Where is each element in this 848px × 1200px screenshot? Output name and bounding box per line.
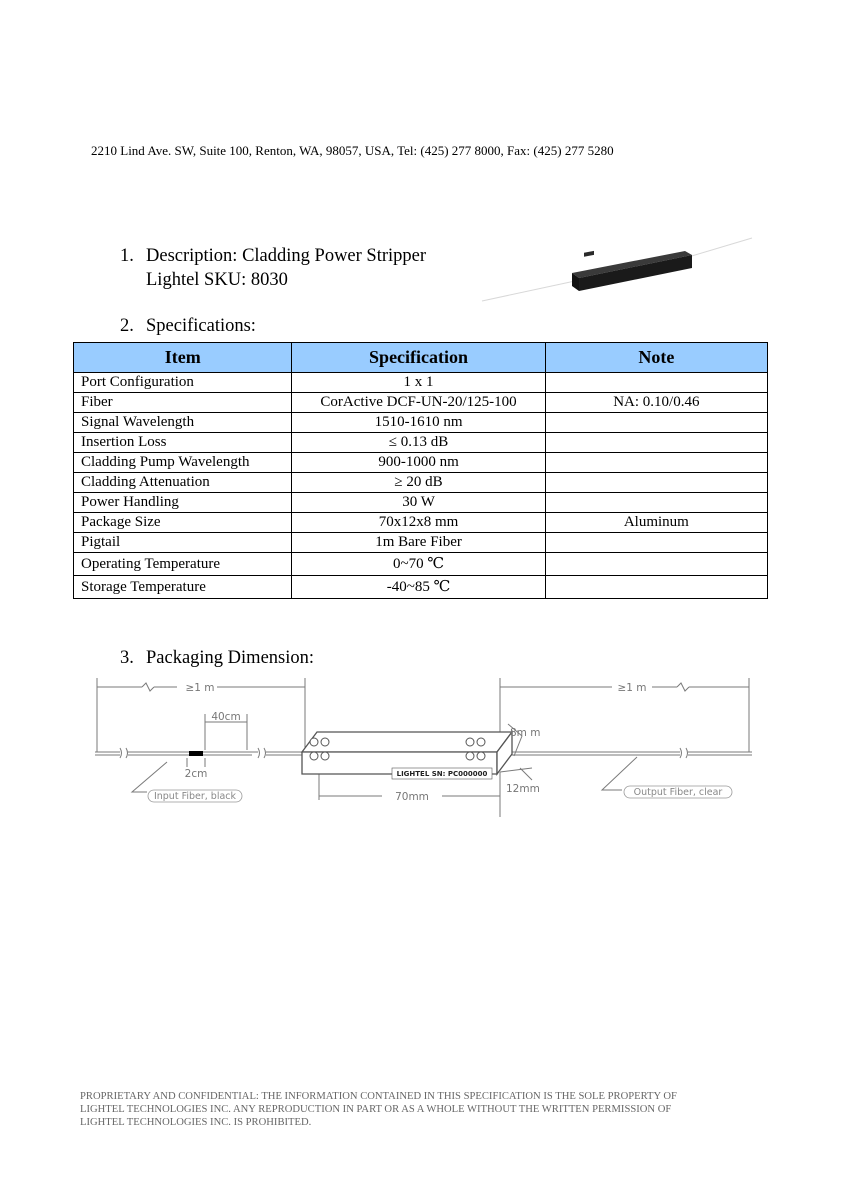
table-row [74, 453, 768, 473]
footer-line: LIGHTEL TECHNOLOGIES INC. IS PROHIBITED. [80, 1117, 312, 1128]
cell-item: Package Size [74, 513, 292, 533]
sku-line: Lightel SKU: 8030 [146, 270, 288, 290]
right-length-label: ≥1 m [617, 682, 647, 694]
cell-note [545, 373, 767, 393]
confidentiality-footer [80, 1090, 780, 1129]
cell-spec: 0~70 ℃ [292, 553, 545, 576]
description-title: Description: Cladding Power Stripper [146, 246, 427, 266]
cell-spec: -40~85 ℃ [292, 576, 545, 599]
specifications-table [73, 342, 768, 599]
section-number: 3. [120, 648, 134, 668]
table-row [74, 433, 768, 453]
cell-spec: 70x12x8 mm [292, 513, 545, 533]
length-label: 70mm [395, 791, 429, 803]
mark-width-label: 2cm [184, 768, 208, 780]
table-row [74, 413, 768, 433]
footer-line: LIGHTEL TECHNOLOGIES INC. ANY REPRODUCTION IN PART OR AS A WHOLE WITHOUT THE WRITTEN PERMISSION OF [80, 1104, 672, 1115]
cell-spec: ≤ 0.13 dB [292, 433, 545, 453]
table-row [74, 513, 768, 533]
packaging-title: Packaging Dimension: [146, 648, 315, 668]
header-item: Item [74, 343, 292, 373]
section-specifications [120, 314, 256, 338]
cell-note: Aluminum [545, 513, 767, 533]
cell-spec: 900-1000 nm [292, 453, 545, 473]
cell-note [545, 493, 767, 513]
cell-item: Storage Temperature [74, 576, 292, 599]
table-row [74, 473, 768, 493]
table-row [74, 533, 768, 553]
cell-item: Pigtail [74, 533, 292, 553]
left-length-label: ≥1 m [185, 682, 215, 694]
cell-spec: 30 W [292, 493, 545, 513]
table-header-row [74, 343, 768, 373]
packaging-dimension-diagram [92, 672, 754, 822]
section-packaging [120, 646, 314, 670]
section-description [120, 244, 426, 292]
cell-note [545, 473, 767, 493]
header-specification: Specification [292, 343, 545, 373]
cell-item: Cladding Attenuation [74, 473, 292, 493]
table-row [74, 553, 768, 576]
header-note: Note [545, 343, 767, 373]
product-photo [480, 233, 755, 305]
company-address: 2210 Lind Ave. SW, Suite 100, Renton, WA, 98057, USA, Tel: (425) 277 8000, Fax: (425) 277 5280 [91, 143, 614, 158]
cell-item: Insertion Loss [74, 433, 292, 453]
cell-note [545, 533, 767, 553]
table-row [74, 393, 768, 413]
specifications-title: Specifications: [146, 316, 256, 336]
cell-item: Operating Temperature [74, 553, 292, 576]
cell-spec: 1 x 1 [292, 373, 545, 393]
device-label: LIGHTEL SN: PC000000 [396, 770, 488, 778]
cell-spec: ≥ 20 dB [292, 473, 545, 493]
cell-item: Signal Wavelength [74, 413, 292, 433]
table-row [74, 493, 768, 513]
cell-note: NA: 0.10/0.46 [545, 393, 767, 413]
cell-note [545, 413, 767, 433]
cell-note [545, 553, 767, 576]
cell-note [545, 433, 767, 453]
cell-spec: 1510-1610 nm [292, 413, 545, 433]
table-row [74, 373, 768, 393]
output-fiber-label: Output Fiber, clear [633, 787, 723, 798]
section-number: 2. [120, 316, 134, 336]
cell-item: Power Handling [74, 493, 292, 513]
cell-item: Port Configuration [74, 373, 292, 393]
cell-spec: CorActive DCF-UN-20/125-100 [292, 393, 545, 413]
cell-item: Cladding Pump Wavelength [74, 453, 292, 473]
table-row [74, 576, 768, 599]
cell-spec: 1m Bare Fiber [292, 533, 545, 553]
cell-item: Fiber [74, 393, 292, 413]
width-label: 12mm [506, 783, 540, 795]
footer-line: PROPRIETARY AND CONFIDENTIAL: THE INFORMATION CONTAINED IN THIS SPECIFICATION IS THE SOLE PROPERTY OF [80, 1091, 677, 1102]
input-fiber-label: Input Fiber, black [153, 791, 237, 802]
cell-note [545, 453, 767, 473]
mark-distance-label: 40cm [211, 711, 241, 723]
cell-note [545, 576, 767, 599]
section-number: 1. [120, 246, 134, 266]
height-label: 8m m [510, 727, 541, 739]
